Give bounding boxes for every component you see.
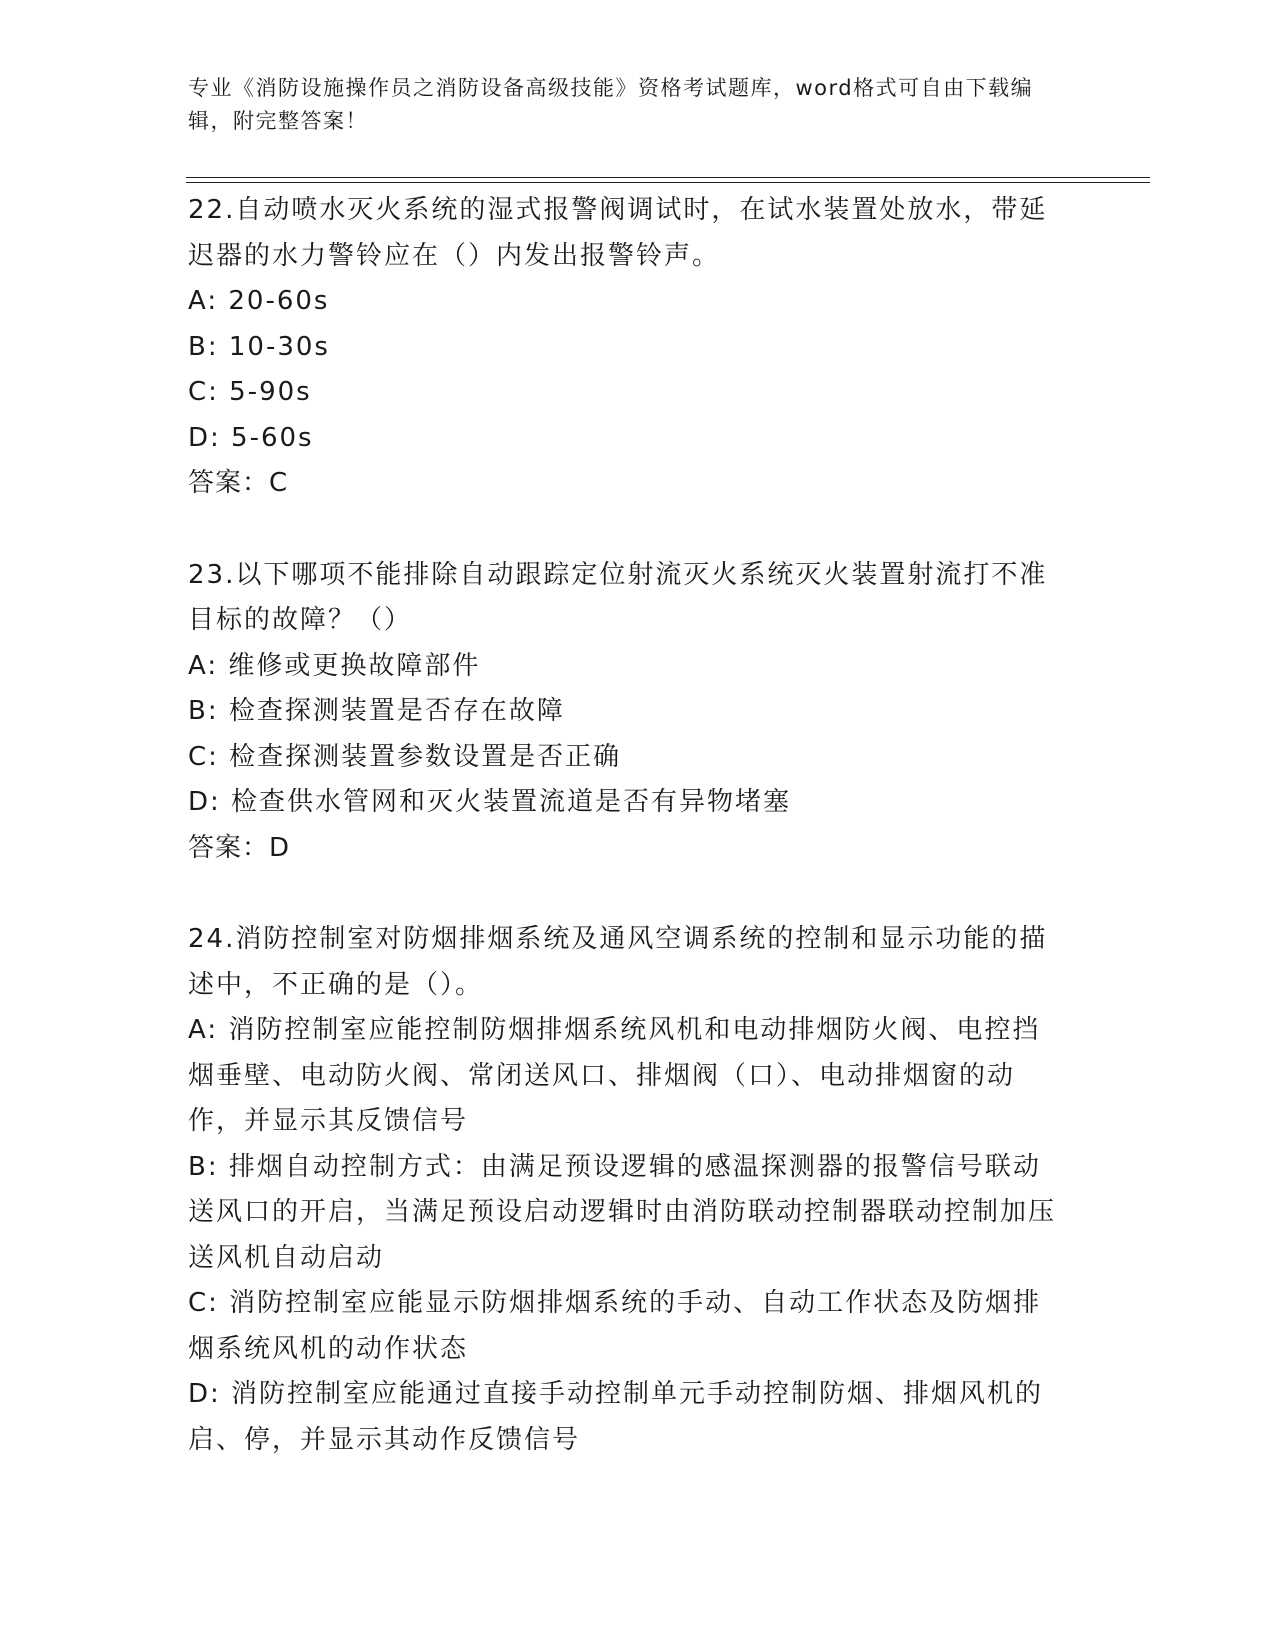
question-23 (188, 553, 1068, 872)
question-text: 24.消防控制室对防烟排烟系统及通风空调系统的控制和显示功能的描述中，不正确的是（）。 (188, 924, 1048, 1000)
option-a: A: 消防控制室应能控制防烟排烟系统风机和电动排烟防火阀、电控挡烟垂壁、电动防火阀、常闭送风口、排烟阀（口）、电动排烟窗的动作，并显示其反馈信号 (188, 1015, 1041, 1136)
option-c: C: 消防控制室应能显示防烟排烟系统的手动、自动工作状态及防烟排烟系统风机的动作状态 (188, 1288, 1042, 1364)
question-24 (188, 917, 1068, 1463)
question-22 (188, 188, 1068, 507)
header-divider-top (186, 177, 1150, 178)
option-d: D: 消防控制室应能通过直接手动控制单元手动控制防烟、排烟风机的启、停，并显示其动作反馈信号 (188, 1379, 1044, 1455)
question-text: 22.自动喷水灭火系统的湿式报警阀调试时，在试水装置处放水，带延迟器的水力警铃应在（）内发出报警铃声。 (188, 195, 1048, 271)
option-c: C: 检查探测装置参数设置是否正确 (188, 741, 622, 772)
header-divider-bottom (186, 182, 1150, 183)
option-a: A: 维修或更换故障部件 (188, 650, 481, 681)
option-b: B: 检查探测装置是否存在故障 (188, 696, 565, 726)
answer: 答案：D (188, 832, 291, 863)
option-b: B: 10-30s (188, 331, 330, 362)
option-c: C: 5-90s (188, 377, 312, 407)
option-b: B: 排烟自动控制方式：由满足预设逻辑的感温探测器的报警信号联动送风口的开启，当满足预设启动逻辑时由消防联动控制器联动控制加压送风机自动启动 (188, 1151, 1057, 1273)
document-header: 专业《消防设施操作员之消防设备高级技能》资格考试题库，word格式可自由下载编辑，附完整答案！ (188, 76, 1034, 133)
question-text: 23.以下哪项不能排除自动跟踪定位射流灭火系统灭火装置射流打不准目标的故障？（） (188, 559, 1048, 635)
answer: 答案：C (188, 468, 289, 498)
option-d: D: 5-60s (188, 422, 314, 453)
option-d: D: 检查供水管网和灭火装置流道是否有异物堵塞 (188, 787, 792, 817)
question-list (188, 188, 1068, 1509)
option-a: A: 20-60s (188, 286, 330, 316)
